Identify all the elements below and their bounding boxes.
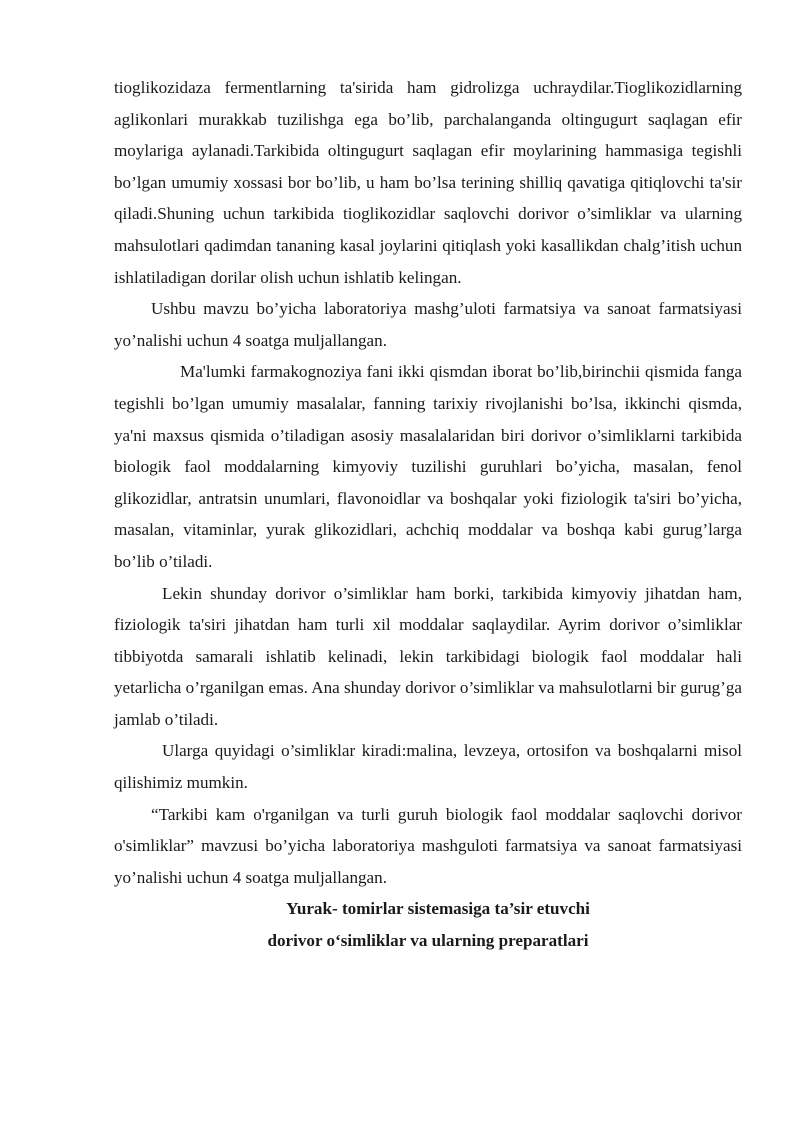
paragraph-plant-examples: Ularga quyidagi o’simliklar kiradi:malina, levzeya, ortosifon va boshqalarni misol qilishimiz mumkin. [114, 741, 742, 793]
paragraph-farmakognoziya: Ma'lumki farmakognoziya fani ikki qismdan iborat bo’lib,birinchii qismida fanga tegishli bo’lgan umumiy masalalar, fanning tarixiy rivojlanishi bo’lsa, ikkinchi qismda, ya'ni maxsus qismida o’tiladigan asosiy masalalaridan biri dorivor o’simliklarni tarkibida biologik faol moddalarning kimyoviy tuzilishi guruhlari bo’yicha, masalan, fenol glikozidlar, antratsin unumlari, flavonoidlar va boshqalar yoki fiziologik ta'siri bo’yicha, masalan, vitaminlar, yurak glikozidlari, achchiq moddalar va boshqa kabi gurug’larga bo’lib o’tiladi. [114, 362, 742, 571]
paragraph-mixed-substances: Lekin shunday dorivor o’simliklar ham borki, tarkibida kimyoviy jihatdan ham, fiziologik ta'siri jihatdan ham turli xil moddalar saqlaydilar. Ayrim dorivor o’simliklar tibbiyotda samarali ishlatib kelinadi, lekin tarkibidagi biologik faol moddalar hali yetarlicha o’rganilgan emas. Ana shunday dorivor o’simliklar va mahsulotlarni bir gurug’ga jamlab o’tiladi. [114, 583, 742, 729]
section-heading-line-2: dorivor o‘simliklar va ularning preparatlari [267, 931, 589, 951]
paragraph-lab-hours-1: Ushbu mavzu bo’yicha laboratoriya mashg’uloti farmatsiya va sanoat farmatsiyasi yo’nalishi uchun 4 soatga muljallangan. [114, 299, 742, 350]
document-page [114, 72, 742, 957]
paragraph-lab-hours-2: “Tarkibi kam o'rganilgan va turli guruh biologik faol moddalar saqlovchi dorivor o'simliklar” mavzusi bo’yicha laboratoriya mashguloti farmatsiya va sanoat farmatsiyasi yo’nalishi uchun 4 soatga muljallangan. [114, 804, 742, 887]
paragraph-tioglikozidlar: tioglikozidaza fermentlarning ta'sirida ham gidrolizga uchraydilar.Tioglikozidlarning aglikonlari murakkab tuzilishga ega bo’lib, parchalanganda oltingugurt saqlagan efir moylariga aylanadi.Tarkibida oltingugurt saqlagan efir moylarining hammasiga tegishli bo’lgan umumiy xossasi bor bo’lib, u ham bo’lsa terining shilliq qavatiga qitiqlovchi ta'sir qiladi.Shuning uchun tarkibida tioglikozidlar saqlovchi dorivor o’simliklar va ularning mahsulotlari qadimdan tananing kasal joylarini qitiqlash yoki kasallikdan chalg’itish uchun ishlatiladigan dorilar olish uchun ishlatib kelingan. [114, 78, 742, 287]
section-heading-line-1: Yurak- tomirlar sistemasiga ta’sir etuvchi [286, 899, 590, 919]
